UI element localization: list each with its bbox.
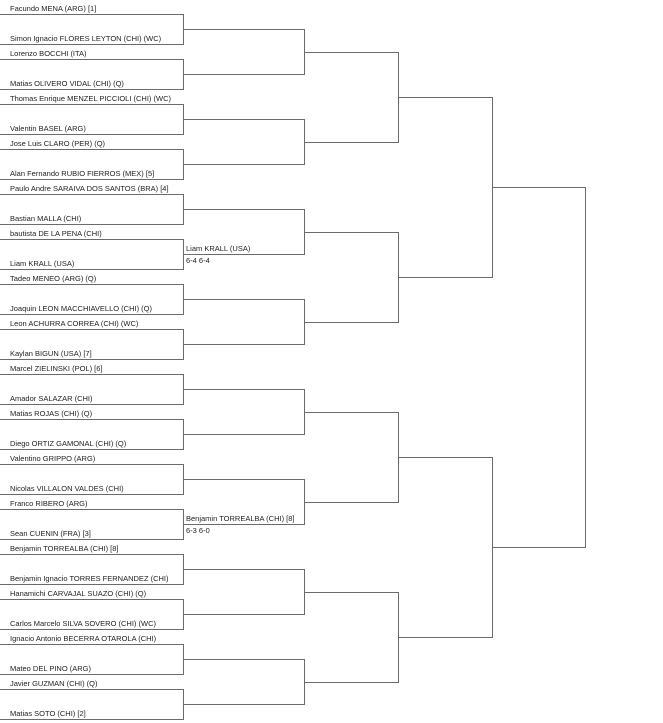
player-name: Valentino GRIPPO (ARG) <box>10 454 96 463</box>
bracket-line <box>183 164 304 165</box>
bracket-line <box>183 254 304 255</box>
bracket-line <box>492 187 585 188</box>
match-score: 6-4 6-4 <box>186 256 210 265</box>
bracket-line <box>183 74 304 75</box>
bracket-line <box>0 689 183 690</box>
player-name: Facundo MENA (ARG) [1] <box>10 4 97 13</box>
player-name: Valentin BASEL (ARG) <box>10 124 86 133</box>
bracket-line <box>0 599 183 600</box>
player-name: Benjamin TORREALBA (CHI) [8] <box>10 544 119 553</box>
bracket-line <box>183 299 304 300</box>
player-name: Carlos Marcelo SILVA SOVERO (CHI) (WC) <box>10 619 156 628</box>
bracket-line <box>0 134 183 135</box>
bracket-line <box>0 629 183 630</box>
bracket-line <box>0 584 183 585</box>
bracket-line <box>0 104 183 105</box>
bracket-line <box>0 44 183 45</box>
player-name: Lorenzo BOCCHI (ITA) <box>10 49 87 58</box>
bracket-line <box>0 554 183 555</box>
player-name: Hanamichi CARVAJAL SUAZO (CHI) (Q) <box>10 589 147 598</box>
bracket-line <box>0 194 183 195</box>
player-name: Matias ROJAS (CHI) (Q) <box>10 409 93 418</box>
player-name: Paulo Andre SARAIVA DOS SANTOS (BRA) [4] <box>10 184 169 193</box>
bracket-line <box>183 434 304 435</box>
bracket-line <box>0 89 183 90</box>
bracket-line <box>183 659 304 660</box>
bracket-line <box>0 284 183 285</box>
bracket-line <box>0 329 183 330</box>
match-winner: Liam KRALL (USA) <box>186 244 251 253</box>
bracket-line <box>183 614 304 615</box>
bracket-line <box>304 142 398 143</box>
player-name: bautista DE LA PENA (CHI) <box>10 229 102 238</box>
bracket-line <box>304 502 398 503</box>
bracket-line <box>304 52 398 53</box>
player-name: Matias SOTO (CHI) [2] <box>10 709 86 718</box>
bracket-line <box>0 644 183 645</box>
bracket-line <box>304 232 398 233</box>
bracket-line <box>0 404 183 405</box>
bracket-line <box>0 719 183 720</box>
bracket-line <box>0 509 183 510</box>
bracket-line <box>398 97 492 98</box>
bracket-line <box>0 374 183 375</box>
bracket-line <box>183 524 304 525</box>
bracket-line <box>0 419 183 420</box>
bracket-line <box>0 149 183 150</box>
bracket-line <box>183 479 304 480</box>
player-name: Kaylan BIGUN (USA) [7] <box>10 349 92 358</box>
bracket-line <box>183 569 304 570</box>
bracket-line <box>0 224 183 225</box>
bracket-connector <box>585 187 586 548</box>
bracket-line <box>183 704 304 705</box>
player-name: Ignacio Antonio BECERRA OTAROLA (CHI) <box>10 634 157 643</box>
player-name: Matias OLIVERO VIDAL (CHI) (Q) <box>10 79 124 88</box>
match-winner: Benjamin TORREALBA (CHI) [8] <box>186 514 295 523</box>
player-name: Joaquin LEON MACCHIAVELLO (CHI) (Q) <box>10 304 152 313</box>
bracket-line <box>0 14 183 15</box>
bracket-line <box>304 682 398 683</box>
player-name: Javier GUZMAN (CHI) (Q) <box>10 679 98 688</box>
player-name: Benjamin Ignacio TORRES FERNANDEZ (CHI) <box>10 574 169 583</box>
player-name: Leon ACHURRA CORREA (CHI) (WC) <box>10 319 139 328</box>
player-name: Alan Fernando RUBIO FIERROS (MEX) [5] <box>10 169 155 178</box>
bracket-line <box>0 359 183 360</box>
bracket-line <box>183 389 304 390</box>
bracket-line <box>398 457 492 458</box>
bracket-line <box>0 179 183 180</box>
player-name: Bastian MALLA (CHI) <box>10 214 82 223</box>
bracket-line <box>398 637 492 638</box>
player-name: Jose Luis CLARO (PER) (Q) <box>10 139 106 148</box>
bracket-line <box>183 119 304 120</box>
player-name: Marcel ZIELINSKI (POL) [6] <box>10 364 103 373</box>
bracket-line <box>0 674 183 675</box>
bracket-line <box>183 209 304 210</box>
match-score: 6-3 6-0 <box>186 526 210 535</box>
bracket-line <box>0 59 183 60</box>
player-name: Thomas Enrique MENZEL PICCIOLI (CHI) (WC) <box>10 94 171 103</box>
bracket-line <box>304 592 398 593</box>
player-name: Nicolas VILLALON VALDES (CHI) <box>10 484 124 493</box>
bracket-line <box>0 314 183 315</box>
player-name: Franco RIBERO (ARG) <box>10 499 88 508</box>
player-name: Liam KRALL (USA) <box>10 259 75 268</box>
bracket-line <box>0 494 183 495</box>
bracket-line <box>0 539 183 540</box>
bracket-line <box>0 269 183 270</box>
player-name: Sean CUENIN (FRA) [3] <box>10 529 91 538</box>
player-name: Mateo DEL PINO (ARG) <box>10 664 91 673</box>
player-name: Amador SALAZAR (CHI) <box>10 394 93 403</box>
bracket-line <box>304 322 398 323</box>
player-name: Tadeo MENEO (ARG) (Q) <box>10 274 97 283</box>
bracket-line <box>0 464 183 465</box>
bracket-line <box>0 449 183 450</box>
bracket-line <box>492 547 585 548</box>
bracket-line <box>304 412 398 413</box>
bracket-line <box>183 29 304 30</box>
player-name: Simon Ignacio FLORES LEYTON (CHI) (WC) <box>10 34 162 43</box>
bracket-line <box>398 277 492 278</box>
bracket-line <box>183 344 304 345</box>
bracket-line <box>0 239 183 240</box>
player-name: Diego ORTIZ GAMONAL (CHI) (Q) <box>10 439 127 448</box>
